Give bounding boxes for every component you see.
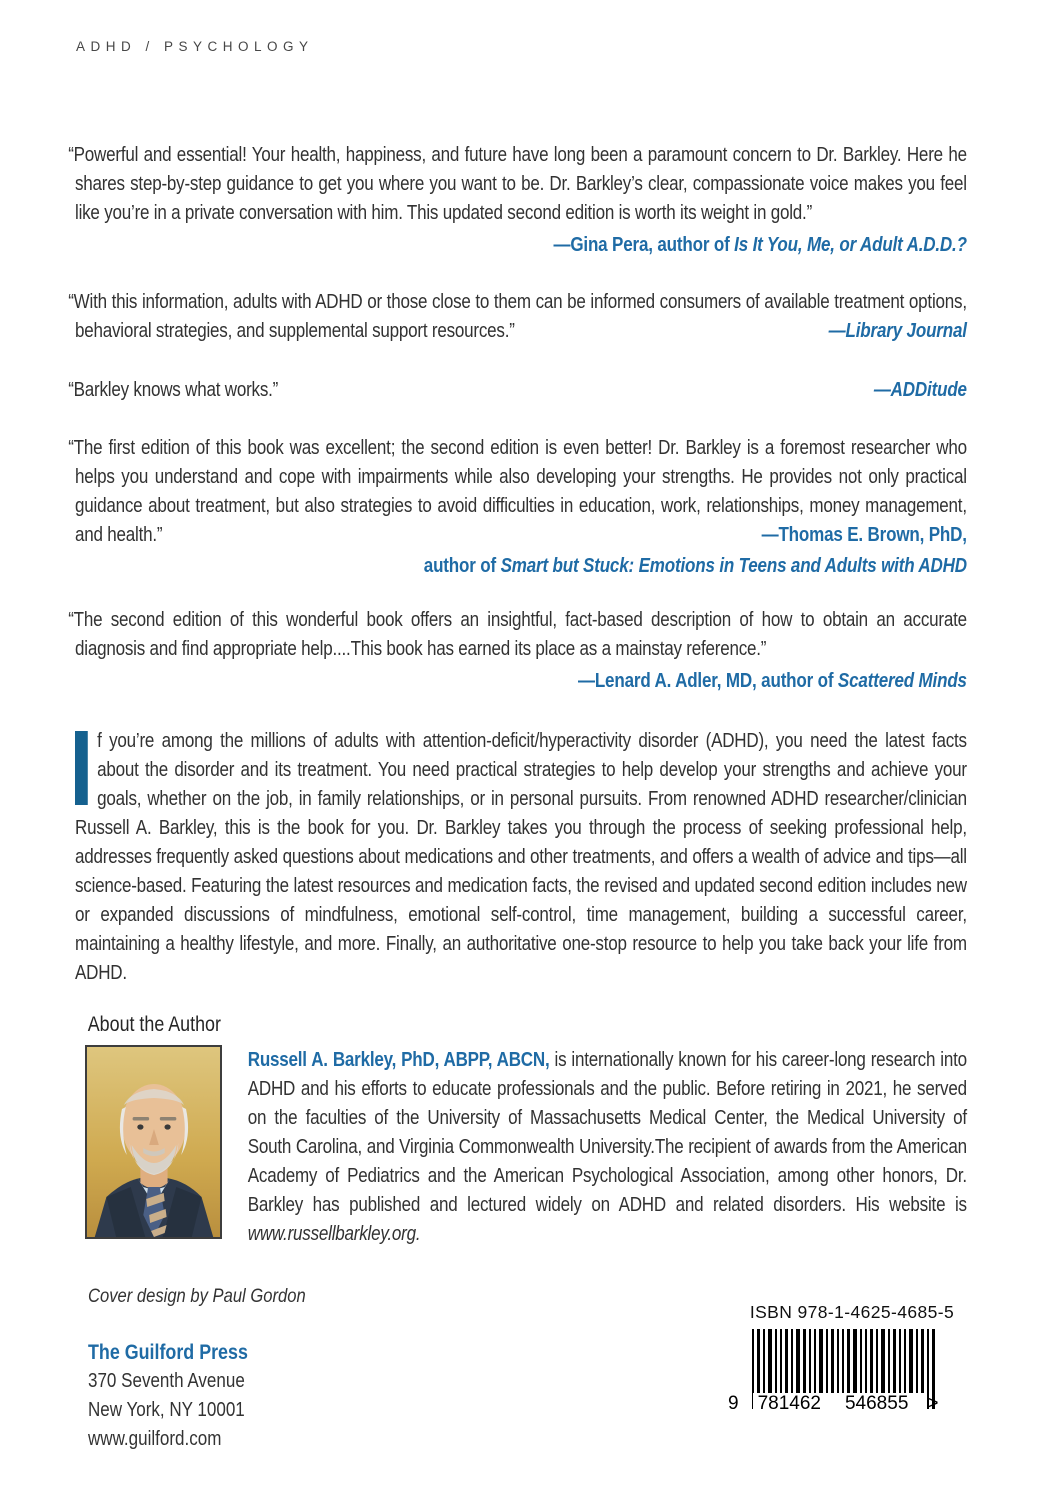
quote-text-run: “Barkley knows what works.” xyxy=(68,379,279,401)
review-quote-5 xyxy=(68,606,967,696)
quote-attribution: —Library Journal xyxy=(828,320,967,342)
about-author-heading-block xyxy=(75,1012,967,1038)
attribution-work-title: Scattered Minds xyxy=(837,670,967,692)
photo-spacer xyxy=(75,1046,248,1242)
review-quote-3 xyxy=(68,376,967,405)
review-quote-2 xyxy=(68,288,967,346)
quote-text-run: “The first edition of this book was excellent; the second edition is even better! Dr. Barkley is a foremost researcher who helps you understand and cope with impairments while also developing your strengths. He provides not only practical guidance about treatment, but also strategies to avoid difficulties in education, work, relationships, money management, and health.” xyxy=(68,437,967,546)
barcode-lead-digit: 9 xyxy=(728,1393,739,1414)
attribution-prefix: author of xyxy=(423,555,501,577)
quote-attribution xyxy=(75,667,967,696)
quote-text: “The second edition of this wonderful book offers an insightful, fact-based description of how to obtain an accurate diagnosis and find appropriate help....This book has earned its place as a mainstay reference.” xyxy=(68,609,967,660)
isbn-barcode xyxy=(718,1302,986,1415)
design-credit: Cover design by Paul Gordon xyxy=(88,1285,306,1307)
publisher-website: www.guilford.com xyxy=(88,1428,222,1450)
dropcap-letter-i xyxy=(75,731,88,805)
book-description xyxy=(75,727,967,988)
description-paragraph xyxy=(75,727,967,988)
barcode-digit-group2: 546855 xyxy=(840,1393,913,1415)
quote-text xyxy=(68,434,967,550)
about-author-heading: About the Author xyxy=(87,1013,221,1036)
description-text: f you’re among the millions of adults with attention-deficit/hyperactivity disorder (ADHD), you need the latest facts about the disorder and its treatment. You need practical strategies to help develop your strengths and achieve your goals, whether on the job, in family relationships, or in personal pursuits. From renowned ADHD researcher/clinician Russell A. Barkley, this is the book for you. Dr. Barkley takes you through the process of seeking professional help, addresses frequently asked questions about medications and other treatments, and offers a wealth of advice and tips—all science-based. Featuring the latest resources and medication facts, the revised and updated second edition includes new or expanded discussions of mindfulness, emotional self-control, time management, building a successful career, maintaining a healthy lifestyle, and more. Finally, an authoritative one-stop resource to help you take back your life from ADHD. xyxy=(75,730,967,984)
quote-text: “Powerful and essential! Your health, happiness, and future have long been a paramount concern to Dr. Barkley. Here he shares step-by-step guidance to get you where you want to be. Dr. Barkley’s clear, compassionate voice makes you feel like you’re in a private conversation with him. This updated second edition is worth its weight in gold.” xyxy=(68,144,967,224)
attribution-work-title: Is It You, Me, or Adult A.D.D.? xyxy=(734,234,967,256)
author-bio-block xyxy=(75,1046,967,1249)
attribution-name: —Lenard A. Adler, MD, author of xyxy=(577,670,838,692)
category-label: ADHD / PSYCHOLOGY xyxy=(76,39,314,54)
author-website: www.russellbarkley.org. xyxy=(247,1223,421,1245)
quote-text xyxy=(68,376,967,405)
attribution-name: —Gina Pera, author of xyxy=(553,234,735,256)
barcode-digits xyxy=(718,1393,986,1415)
quote-attribution xyxy=(75,231,967,260)
attribution-work-title: Smart but Stuck: Emotions in Teens and Adults with ADHD xyxy=(500,555,967,577)
quote-text-run: “With this information, adults with ADHD or those close to them can be informed consumers of available treatment options, behavioral strategies, and supplemental support resources.” xyxy=(68,291,967,342)
author-name: Russell A. Barkley, PhD, ABPP, ABCN, xyxy=(247,1049,550,1071)
quote-attribution: —Thomas E. Brown, PhD, xyxy=(761,524,967,546)
quote-attribution-line2 xyxy=(75,552,967,581)
barcode-digit-group1: 781462 xyxy=(753,1393,826,1415)
author-bio-text: is internationally known for his career-long research into ADHD and his efforts to educate professionals and the public. Before retiring in 2021, he served on the faculties of the University of Massachusetts Medical Center, the Medical University of South Carolina, and Virginia Commonwealth University.The recipient of awards from the American Academy of Pediatrics and the American Psychological Association, among other honors, Dr. Barkley has published and lectured widely on ADHD and related disorders. His website is xyxy=(247,1049,967,1216)
barcode-trailing-mark: > xyxy=(927,1393,939,1414)
quote-text xyxy=(68,288,967,346)
review-quote-1 xyxy=(68,141,967,260)
isbn-label: ISBN 978-1-4625-4685-5 xyxy=(749,1302,955,1322)
quote-attribution: —ADDitude xyxy=(873,379,967,401)
publisher-address-line1: 370 Seventh Avenue xyxy=(88,1370,245,1392)
publisher-name: The Guilford Press xyxy=(88,1341,248,1364)
publisher-address-line2: New York, NY 10001 xyxy=(88,1399,245,1421)
author-bio xyxy=(75,1046,967,1249)
review-quote-4 xyxy=(68,434,967,581)
